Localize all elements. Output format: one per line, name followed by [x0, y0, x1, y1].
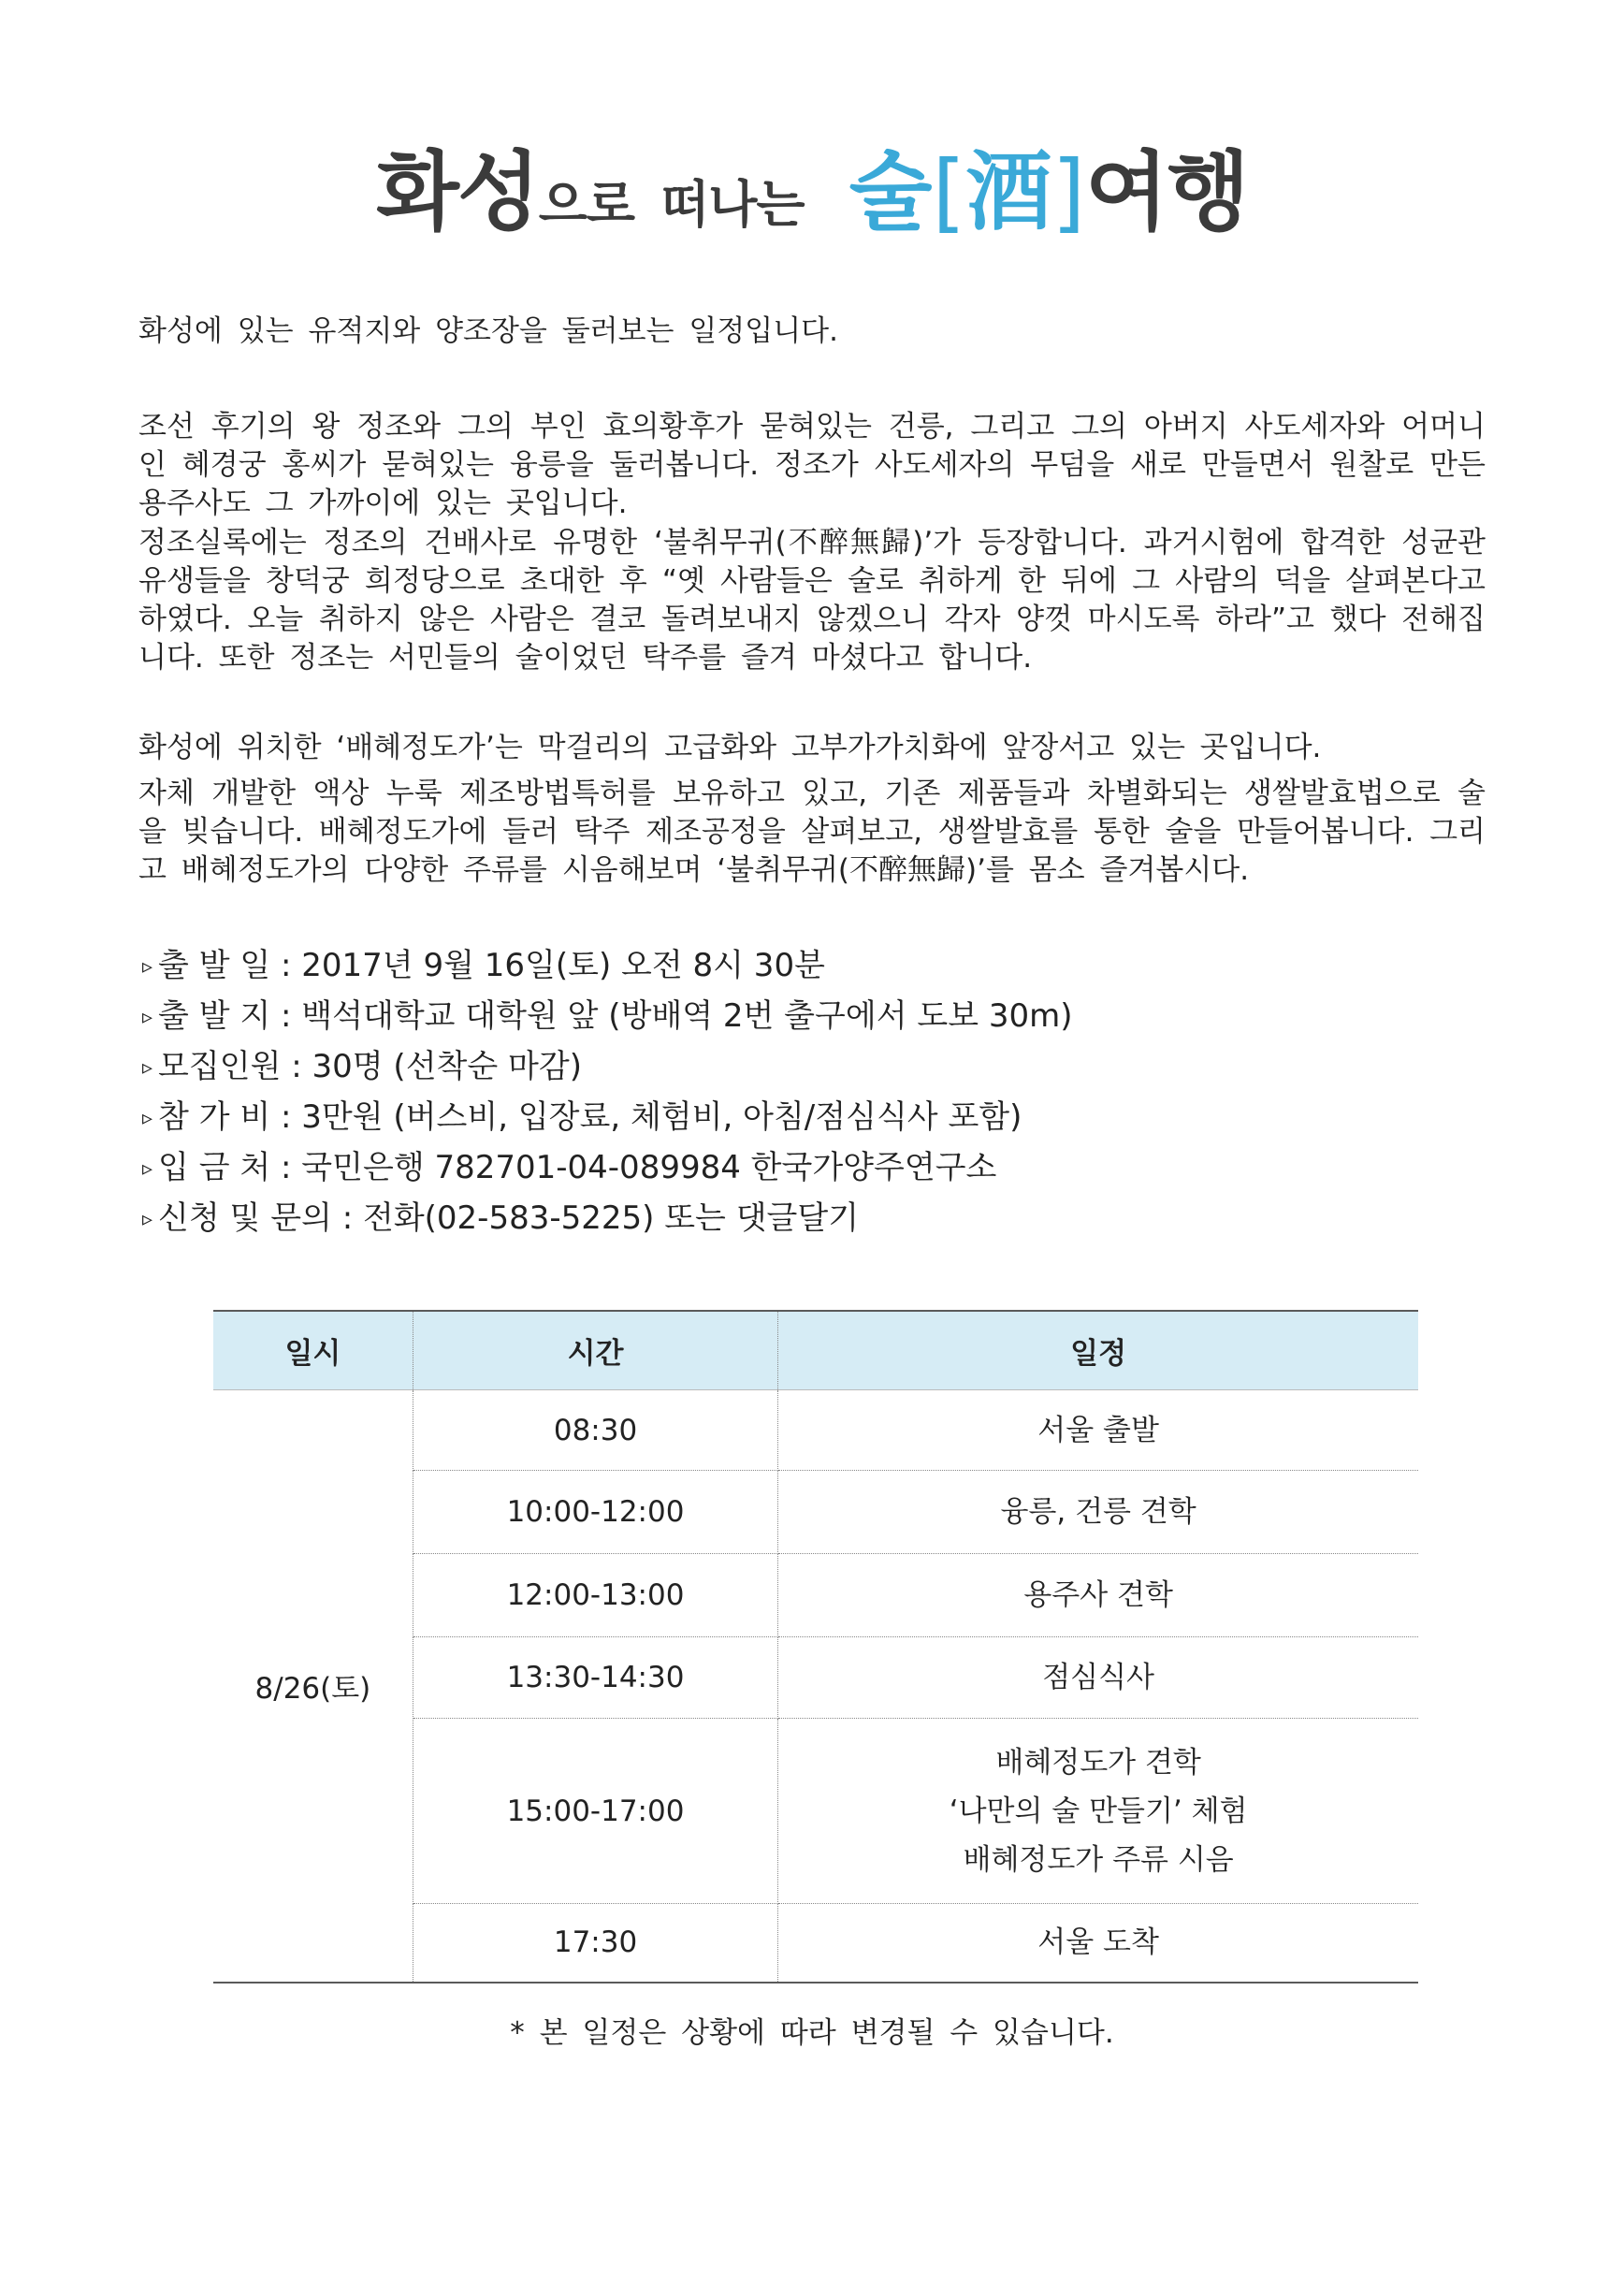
- info-value: 3만원 (버스비, 입장료, 체험비, 아침/점심식사 포함): [301, 1098, 1022, 1136]
- itinerary-cell: [778, 1390, 1418, 1471]
- time-cell: 15:00-17:00: [413, 1719, 777, 1904]
- itinerary-line: 점심식사: [1042, 1661, 1155, 1694]
- info-item: ▹ 신청 및 문의 : 전화(02-583-5225) 또는 댓글달기: [142, 1199, 860, 1237]
- title-part-hwaseong: 화성: [375, 142, 539, 242]
- triangle-marker-icon: ▹: [142, 1006, 153, 1029]
- itinerary-cell: [778, 1637, 1418, 1719]
- info-label: 참 가 비: [158, 1098, 271, 1136]
- info-value: 30명 (선착순 마감): [312, 1048, 582, 1085]
- info-label: 출 발 일: [158, 947, 271, 984]
- info-item: ▹ 출 발 일 : 2017년 9월 16일(토) 오전 8시 30분: [142, 947, 825, 984]
- date-cell: 8/26(토): [213, 1390, 413, 1983]
- itinerary-line: 배혜정도가 주류 시음: [963, 1842, 1234, 1877]
- time-cell: 17:30: [413, 1904, 777, 1983]
- title-bracket-close: ]: [1051, 142, 1086, 242]
- triangle-marker-icon: ▹: [142, 1157, 153, 1181]
- itinerary-cell: [778, 1719, 1418, 1904]
- info-list: [142, 941, 1452, 1244]
- itinerary-line: ‘나만의 술 만들기’ 체험: [949, 1794, 1248, 1828]
- info-value: 국민은행 782701-04-089984 한국가양주연구소: [301, 1149, 997, 1186]
- schedule-note: * 본 일정은 상황에 따라 변경될 수 있습니다.: [510, 2016, 1114, 2050]
- itinerary-line: 배혜정도가 견학: [995, 1745, 1201, 1780]
- header-date: 일시: [213, 1311, 413, 1390]
- time-cell: 10:00-12:00: [413, 1471, 777, 1554]
- itinerary-line: 융릉, 건릉 견학: [1000, 1495, 1196, 1529]
- title-bracket-open: [: [932, 142, 966, 242]
- triangle-marker-icon: ▹: [142, 955, 153, 979]
- annals-paragraph: 정조실록에는 정조의 건배사로 유명한 ‘불취무귀(不醉無歸)’가 등장합니다. 과거시험에 합격한 성균관 유생들을 창덕궁 희정당으로 초대한 후 “옛 사람들은 술로 취하게 한 뒤에 그 사람의 덕을 살펴본다고 하였다. 오늘 취하지 않은 사람은 결코 돌려보내지 않겠으니 각자 양껏 마시도록 하라”고 했다 전해집니다. 또한 정조는 서민들의 술이었던 탁주를 즐겨 마셨다고 합니다.: [138, 526, 1486, 675]
- brewery-detail-paragraph: 자체 개발한 액상 누룩 제조방법특허를 보유하고 있고, 기존 제품들과 차별화되는 생쌀발효법으로 술을 빚습니다. 배혜정도가에 들러 탁주 제조공정을 살펴보고, 생쌀발효를 통한 술을 만들어봅니다. 그리고 배혜정도가의 다양한 주류를 시음해보며 ‘불취무귀(不醉無歸)’를 몸소 즐겨봅시다.: [138, 777, 1486, 887]
- title-hanja: 酒: [965, 142, 1052, 242]
- triangle-marker-icon: ▹: [142, 1107, 153, 1130]
- title-part-euro: 으로: [538, 175, 635, 234]
- info-value: 백석대학교 대학원 앞 (방배역 2번 출구에서 도보 30m): [301, 997, 1073, 1035]
- header-time: 시간: [413, 1311, 777, 1390]
- itinerary-line: 용주사 견학: [1023, 1578, 1173, 1612]
- header-itinerary: 일정: [778, 1311, 1418, 1390]
- history-paragraph: 조선 후기의 왕 정조와 그의 부인 효의황후가 묻혀있는 건릉, 그리고 그의 아버지 사도세자와 어머니인 혜경궁 홍씨가 묻혀있는 융릉을 둘러봅니다. 정조가 사도세자의 무덤을 새로 만들면서 원찰로 만든 용주사도 그 가까이에 있는 곳입니다.: [138, 410, 1486, 520]
- title-accent-sul: 술: [848, 142, 933, 242]
- info-item: ▹ 참 가 비 : 3만원 (버스비, 입장료, 체험비, 아침/점심식사 포함): [142, 1098, 1022, 1136]
- itinerary-cell: [778, 1554, 1418, 1637]
- info-label: 신청 및 문의: [158, 1199, 332, 1237]
- itinerary-cell: [778, 1471, 1418, 1554]
- info-item: ▹ 입 금 처 : 국민은행 782701-04-089984 한국가양주연구소: [142, 1149, 997, 1186]
- title-part-tteonaneun: 떠나는: [660, 175, 805, 234]
- title-part-yeohaeng: 여행: [1085, 142, 1249, 242]
- brewery-intro-paragraph: 화성에 위치한 ‘배혜정도가’는 막걸리의 고급화와 고부가가치화에 앞장서고 있는 곳입니다.: [138, 731, 1322, 764]
- info-label: 모집인원: [158, 1048, 282, 1085]
- itinerary-cell: [778, 1904, 1418, 1983]
- info-value: 2017년 9월 16일(토) 오전 8시 30분: [301, 947, 825, 984]
- time-cell: 13:30-14:30: [413, 1637, 777, 1719]
- triangle-marker-icon: ▹: [142, 1056, 153, 1080]
- schedule-header-row: [213, 1311, 1418, 1390]
- table-row: [213, 1390, 1418, 1471]
- info-item: ▹ 모집인원 : 30명 (선착순 마감): [142, 1048, 582, 1085]
- itinerary-line: 서울 도착: [1037, 1925, 1159, 1960]
- time-cell: 12:00-13:00: [413, 1554, 777, 1637]
- info-label: 출 발 지: [158, 997, 271, 1035]
- info-item: ▹ 출 발 지 : 백석대학교 대학원 앞 (방배역 2번 출구에서 도보 30m): [142, 997, 1073, 1035]
- schedule-table: [213, 1310, 1418, 1984]
- itinerary-line: 서울 출발: [1037, 1413, 1159, 1447]
- info-label: 입 금 처: [158, 1149, 271, 1186]
- intro-paragraph: 화성에 있는 유적지와 양조장을 둘러보는 일정입니다.: [138, 314, 838, 348]
- info-value: 전화(02-583-5225) 또는 댓글달기: [362, 1199, 860, 1237]
- page-title: [0, 142, 1624, 242]
- triangle-marker-icon: ▹: [142, 1208, 153, 1231]
- time-cell: 08:30: [413, 1390, 777, 1471]
